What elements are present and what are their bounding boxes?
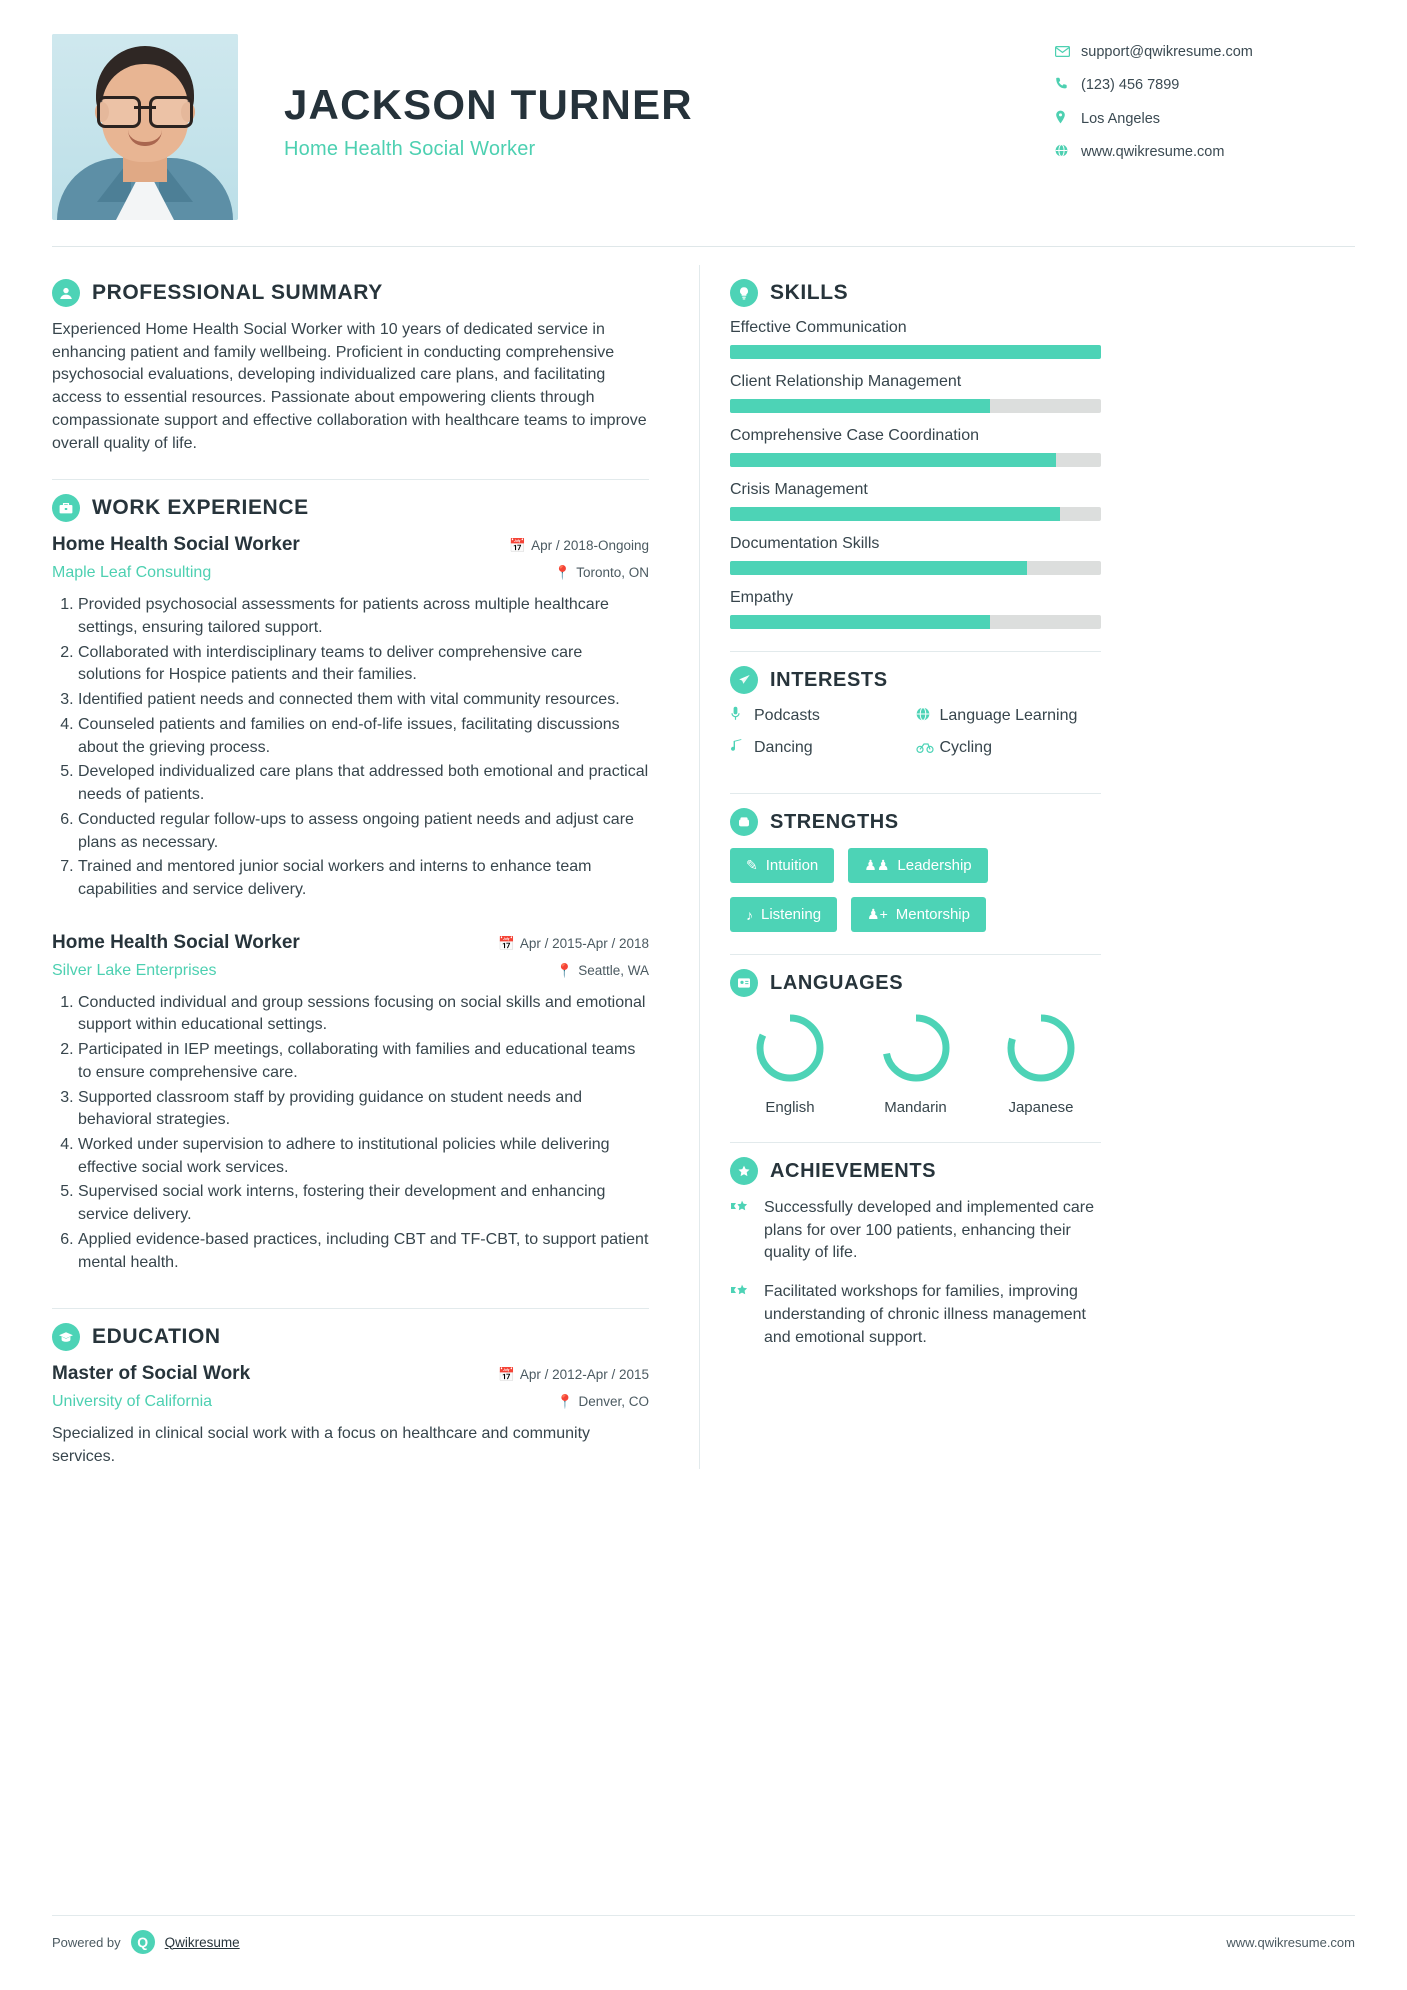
user-plus-icon: ♟+ <box>867 906 888 922</box>
strength-chip <box>851 897 986 932</box>
skill-bar <box>730 615 1101 629</box>
job-bullet: 2. Participated in IEP meetings, collaborating with families and educational teams to ensure comprehensive care. <box>78 1039 649 1084</box>
phone-icon <box>1055 77 1081 93</box>
skill-label: Empathy <box>730 589 794 606</box>
page-title: JACKSON TURNER <box>284 81 693 128</box>
interest-label: Cycling <box>939 739 992 756</box>
job-bullet: 6. Conducted regular follow-ups to assess ongoing patient needs and adjust care plans as necessary. <box>78 809 649 854</box>
resume-header <box>52 34 1355 220</box>
strength-chip <box>730 848 834 883</box>
section-header-languages <box>730 969 1101 997</box>
location-pin-icon <box>1055 110 1081 127</box>
job-bullet: 3. Identified patient needs and connected them with vital community resources. <box>78 689 649 712</box>
job-bullets <box>52 992 649 1275</box>
section-title-achievements: ACHIEVEMENTS <box>770 1159 937 1182</box>
achievement-item <box>730 1197 1101 1265</box>
interest-item <box>730 739 916 757</box>
strength-label: Intuition <box>765 857 819 874</box>
job-title: Home Health Social Worker <box>52 931 300 953</box>
job-company: Maple Leaf Consulting <box>52 564 212 582</box>
job-company: Silver Lake Enterprises <box>52 961 217 979</box>
section-title-experience: WORK EXPERIENCE <box>92 496 309 520</box>
skill-item <box>730 589 1101 629</box>
interests-list <box>730 706 1101 771</box>
map-pin-icon: 📍 <box>554 565 572 581</box>
right-divider-4 <box>730 1142 1101 1143</box>
skill-bar <box>730 453 1101 467</box>
contact-email <box>1055 44 1355 60</box>
section-title-languages: LANGUAGES <box>770 971 904 994</box>
contact-website <box>1055 144 1355 160</box>
skill-label: Comprehensive Case Coordination <box>730 427 980 444</box>
contact-location-value: Los Angeles <box>1081 110 1161 127</box>
job-bullet: 4. Counseled patients and families on end-of-life issues, facilitating discussions about the grieving process. <box>78 714 649 759</box>
section-title-skills: SKILLS <box>770 281 849 304</box>
skill-label: Crisis Management <box>730 481 868 498</box>
education-location: 📍 Denver, CO <box>556 1394 649 1410</box>
map-pin-icon: 📍 <box>556 1394 574 1410</box>
section-header-interests <box>730 666 1101 694</box>
job-bullet: 6. Applied evidence-based practices, including CBT and TF-CBT, to support patient mental health. <box>78 1229 649 1274</box>
avatar <box>52 34 238 220</box>
microphone-icon <box>730 706 754 725</box>
skill-label: Client Relationship Management <box>730 373 962 390</box>
map-pin-icon: 📍 <box>556 962 574 978</box>
language-label: Japanese <box>1008 1099 1074 1116</box>
skill-bar <box>730 399 1101 413</box>
powered-by-label: Powered by <box>52 1934 121 1950</box>
interest-item <box>916 706 1102 725</box>
skill-item <box>730 373 1101 413</box>
skill-label: Documentation Skills <box>730 535 880 552</box>
job-location: 📍 Toronto, ON <box>554 565 649 581</box>
star-badge-icon <box>730 1281 764 1349</box>
job-bullet: 2. Collaborated with interdisciplinary teams to deliver comprehensive care solutions for Hospice patients and their families. <box>78 642 649 687</box>
skill-bar <box>730 507 1101 521</box>
interest-label: Dancing <box>754 739 813 756</box>
headphones-icon: ♪ <box>746 906 753 923</box>
fist-icon <box>730 808 758 836</box>
right-divider-2 <box>730 793 1101 794</box>
language-item <box>730 1011 850 1116</box>
right-divider-3 <box>730 954 1101 955</box>
globe-icon <box>1055 144 1081 160</box>
section-title-education: EDUCATION <box>92 1325 221 1349</box>
left-divider-1 <box>52 479 649 480</box>
footer-divider <box>52 1915 1355 1916</box>
section-header-summary <box>52 279 649 307</box>
id-badge-icon <box>730 969 758 997</box>
section-title-summary: PROFESSIONAL SUMMARY <box>92 281 383 304</box>
contact-location <box>1055 110 1355 127</box>
education-item <box>52 1363 649 1468</box>
language-item <box>981 1011 1101 1116</box>
contact-list <box>1055 34 1355 177</box>
experience-item <box>52 932 649 1275</box>
music-note-icon <box>730 739 754 757</box>
achievement-text: Successfully developed and implemented care plans for over 100 patients, enhancing their quality of life. <box>764 1199 1094 1262</box>
page-footer <box>52 1915 1355 1954</box>
job-location: 📍 Seattle, WA <box>556 962 649 978</box>
bicycle-icon <box>916 740 940 757</box>
strength-label: Listening <box>761 906 822 923</box>
job-bullet: 1. Provided psychosocial assessments for patients across multiple healthcare settings, ensuring tailored support. <box>78 594 649 639</box>
achievement-item <box>730 1281 1101 1349</box>
language-item <box>856 1011 976 1116</box>
section-header-experience <box>52 494 649 522</box>
skill-item <box>730 481 1101 521</box>
strength-label: Mentorship <box>895 906 970 923</box>
skill-bar <box>730 561 1101 575</box>
language-label: Mandarin <box>884 1099 947 1116</box>
education-description: Specialized in clinical social work with a focus on healthcare and community services. <box>52 1425 591 1465</box>
interest-label: Podcasts <box>754 706 820 724</box>
user-circle-icon <box>52 279 80 307</box>
job-bullet: 5. Supervised social work interns, fostering their development and enhancing service delivery. <box>78 1181 649 1226</box>
skill-item <box>730 535 1101 575</box>
calendar-icon: 📅 <box>509 538 527 554</box>
strength-label: Leadership <box>897 857 972 874</box>
job-dates: 📅 Apr / 2018-Ongoing <box>509 538 649 554</box>
calendar-icon: 📅 <box>498 1367 515 1383</box>
globe-icon <box>916 707 940 725</box>
interest-item <box>916 739 1102 757</box>
skill-item <box>730 319 1101 359</box>
job-title: Home Health Social Worker <box>52 534 300 556</box>
job-role-subtitle: Home Health Social Worker <box>284 138 536 160</box>
experience-item <box>52 534 649 901</box>
interest-item <box>730 706 916 725</box>
skill-label: Effective Communication <box>730 319 907 336</box>
degree-title: Master of Social Work <box>52 1363 251 1385</box>
job-bullet: 4. Worked under supervision to adhere to institutional policies while delivering effective social work services. <box>78 1134 649 1179</box>
star-badge-icon <box>730 1197 764 1265</box>
school-name: University of California <box>52 1393 213 1411</box>
name-block <box>238 34 1055 161</box>
job-bullet: 5. Developed individualized care plans that addressed both emotional and practical needs of patients. <box>78 761 649 806</box>
language-progress-ring <box>1004 1011 1078 1085</box>
footer-powered-by <box>52 1930 240 1954</box>
brand-link[interactable]: Qwikresume <box>164 1934 240 1950</box>
section-title-interests: INTERESTS <box>770 668 888 691</box>
strength-chip <box>730 897 837 932</box>
section-header-skills <box>730 279 1101 307</box>
calendar-icon: 📅 <box>498 935 515 951</box>
contact-website-value: www.qwikresume.com <box>1081 144 1225 160</box>
job-bullet: 1. Conducted individual and group sessions focusing on social skills and emotional support within educational settings. <box>78 992 649 1037</box>
section-header-achievements <box>730 1157 1101 1185</box>
section-title-strengths: STRENGTHS <box>770 810 899 833</box>
skill-bar <box>730 345 1101 359</box>
right-divider-1 <box>730 651 1101 652</box>
interest-label: Language Learning <box>939 706 1078 724</box>
send-icon <box>730 666 758 694</box>
resume-body <box>52 265 1355 1469</box>
summary-text: Experienced Home Health Social Worker with 10 years of dedicated service in enhancing patient and family wellbeing. Proficient in conducting comprehensive psychosocial evaluations, developing individualized care plans, and facilitating access to essential resources. Passionate about empowering clients through compassionate support and effective collaboration with healthcare teams to improve overall quality of life. <box>52 321 647 452</box>
education-dates: 📅 Apr / 2012-Apr / 2015 <box>498 1367 649 1383</box>
lightbulb-icon <box>730 279 758 307</box>
right-column <box>699 265 1101 1469</box>
left-column <box>52 265 677 1469</box>
users-icon: ♟♟ <box>864 857 890 873</box>
languages-list <box>730 1011 1101 1116</box>
graduation-icon <box>52 1323 80 1351</box>
language-progress-ring <box>753 1011 827 1085</box>
language-progress-ring <box>879 1011 953 1085</box>
strength-chip <box>848 848 987 883</box>
section-header-strengths <box>730 808 1101 836</box>
header-divider <box>52 246 1355 247</box>
job-bullets <box>52 594 649 901</box>
qwikresume-logo-icon: Q <box>131 1930 155 1954</box>
skill-item <box>730 427 1101 467</box>
strengths-list <box>730 848 1101 932</box>
achievement-text: Facilitated workshops for families, improving understanding of chronic illness management and emotional support. <box>764 1283 1086 1346</box>
left-divider-2 <box>52 1308 649 1309</box>
job-dates: 📅 Apr / 2015-Apr / 2018 <box>498 935 649 951</box>
section-header-education <box>52 1323 649 1351</box>
pencil-icon: ✎ <box>746 857 758 873</box>
contact-phone <box>1055 77 1355 93</box>
contact-phone-value: (123) 456 7899 <box>1081 77 1180 93</box>
job-bullet: 7. Trained and mentored junior social workers and interns to enhance team capabilities and service delivery. <box>78 856 649 901</box>
briefcase-icon <box>52 494 80 522</box>
contact-email-value: support@qwikresume.com <box>1081 44 1253 60</box>
envelope-icon <box>1055 44 1081 60</box>
footer-website: www.qwikresume.com <box>1226 1934 1355 1950</box>
language-label: English <box>765 1099 815 1116</box>
star-circle-icon <box>730 1157 758 1185</box>
job-bullet: 3. Supported classroom staff by providing guidance on student needs and behavioral strategies. <box>78 1087 649 1132</box>
